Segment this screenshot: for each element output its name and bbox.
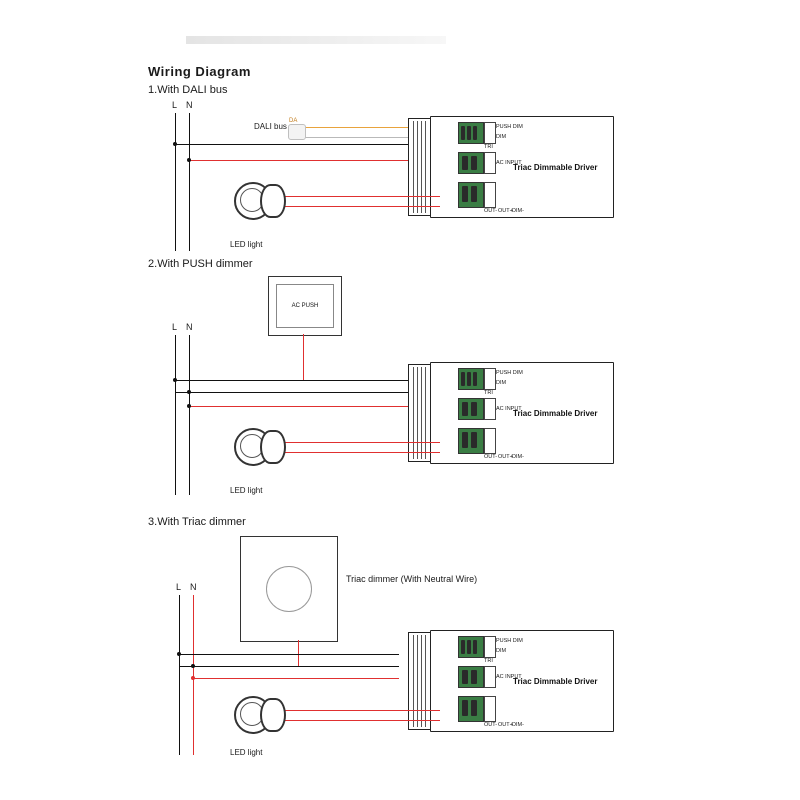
led-lamp-1-body (260, 184, 286, 218)
mains-line-L-3 (179, 595, 180, 755)
led-lamp-3-body (260, 698, 286, 732)
ac-push-switch[interactable] (268, 276, 342, 336)
driver-label-2: Triac Dimmable Driver (513, 409, 598, 418)
junction-dot-3a (177, 652, 181, 656)
section-heading-dali: 1.With DALI bus (148, 84, 228, 96)
led-wire-bot-3 (280, 720, 440, 721)
pin-label-tri-2: TRI (484, 390, 493, 396)
dali-bus-label: DALI bus (254, 122, 287, 131)
pin-label-out-pos-3: OUT+ (498, 722, 513, 728)
pinbox-mid-1 (484, 152, 496, 174)
junction-dot-2b (187, 390, 191, 394)
triac-dimmer-label: Triac dimmer (With Neutral Wire) (346, 574, 478, 584)
pin-label-pushdim-2: PUSH DIM (496, 370, 523, 376)
driver-label-3: Triac Dimmable Driver (513, 677, 598, 686)
led-wire-bot-1 (280, 206, 440, 207)
pin-label-dim-neg-2: DIM- (512, 454, 524, 460)
driver-heatsink-2 (408, 364, 432, 462)
terminal-block-bottom-1 (458, 182, 484, 208)
wire-run-3b (179, 666, 399, 667)
pin-label-dim-1: DIM (496, 134, 507, 140)
dali-wire-1 (300, 127, 420, 128)
mains-label-N-3: N (190, 582, 197, 592)
mains-line-N-2 (189, 335, 190, 495)
dali-wire-label-1: DA (289, 118, 298, 124)
mains-label-L-1: L (172, 100, 178, 110)
pin-label-out-neg-2: OUT- (484, 454, 498, 460)
wire-N-run-1 (175, 144, 420, 145)
terminal-block-bottom-3 (458, 696, 484, 722)
led-wire-top-3 (280, 710, 440, 711)
pinbox-top-3 (484, 636, 496, 658)
pin-label-tri-3: TRI (484, 658, 493, 664)
pin-label-acinput-3: AC INPUT (496, 674, 522, 680)
terminal-block-mid-2 (458, 398, 484, 420)
mains-label-N-1: N (186, 100, 193, 110)
pin-label-tri-1: TRI (484, 144, 493, 150)
triac-dimmer-switch[interactable] (240, 536, 338, 642)
pin-label-dim-neg-3: DIM- (512, 722, 524, 728)
ac-push-label: AC PUSH (291, 303, 319, 309)
led-wire-top-2 (280, 442, 440, 443)
wire-run-2b (175, 392, 420, 393)
dali-wire-2 (300, 137, 420, 138)
mains-label-N-2: N (186, 322, 193, 332)
wire-N-run-3 (179, 654, 399, 655)
junction-dot-3c (191, 676, 195, 680)
dali-wire-clamp (288, 124, 306, 140)
led-light-label-2: LED light (230, 486, 263, 495)
terminal-block-top-1 (458, 122, 484, 144)
pinbox-bottom-2 (484, 428, 496, 454)
pin-label-pushdim-3: PUSH DIM (496, 638, 523, 644)
pin-label-dim-neg-1: DIM- (512, 208, 524, 214)
pinbox-top-2 (484, 368, 496, 390)
mains-line-L-2 (175, 335, 176, 495)
mains-line-N-1 (189, 113, 190, 251)
junction-dot-2a (173, 378, 177, 382)
terminal-block-bottom-2 (458, 428, 484, 454)
pin-label-dim-3: DIM (496, 648, 507, 654)
driver-heatsink-1 (408, 118, 432, 216)
push-switch-wire (303, 334, 304, 380)
led-lamp-2-body (260, 430, 286, 464)
junction-dot-2c (187, 404, 191, 408)
driver-heatsink-3 (408, 632, 432, 730)
pin-label-out-neg-3: OUT- (484, 722, 498, 728)
junction-dot-3b (191, 664, 195, 668)
pinbox-bottom-3 (484, 696, 496, 722)
led-light-label-3: LED light (230, 748, 263, 757)
pin-label-dim-2: DIM (496, 380, 507, 386)
bottom-crop-mask (0, 757, 800, 800)
pin-label-out-pos-2: OUT+ (498, 454, 513, 460)
mains-label-L-2: L (172, 322, 178, 332)
wire-L-run-3 (193, 678, 399, 679)
led-wire-bot-2 (280, 452, 440, 453)
pin-label-pushdim-1: PUSH DIM (496, 124, 523, 130)
pinbox-mid-3 (484, 666, 496, 688)
pinbox-mid-2 (484, 398, 496, 420)
terminal-block-mid-3 (458, 666, 484, 688)
led-wire-top-1 (280, 196, 440, 197)
led-light-label-1: LED light (230, 240, 263, 249)
pin-label-out-pos-1: OUT+ (498, 208, 513, 214)
triac-dimmer-knob[interactable] (266, 566, 312, 612)
junction-dot-1a (173, 142, 177, 146)
mains-label-L-3: L (176, 582, 182, 592)
mains-line-L-1 (175, 113, 176, 251)
pin-label-acinput-2: AC INPUT (496, 406, 522, 412)
pin-label-out-neg-1: OUT- (484, 208, 498, 214)
section-heading-triac: 3.With Triac dimmer (148, 516, 246, 528)
terminal-block-top-3 (458, 636, 484, 658)
cropped-text-band (186, 36, 446, 44)
pinbox-bottom-1 (484, 182, 496, 208)
triac-switch-wire (298, 640, 299, 666)
wire-N-run-2 (175, 380, 420, 381)
mains-line-N-3 (193, 595, 194, 755)
junction-dot-1b (187, 158, 191, 162)
driver-label-1: Triac Dimmable Driver (513, 163, 598, 172)
wire-L-run-1 (189, 160, 420, 161)
pinbox-top-1 (484, 122, 496, 144)
terminal-block-top-2 (458, 368, 484, 390)
section-heading-push: 2.With PUSH dimmer (148, 258, 253, 270)
page-title: Wiring Diagram (148, 64, 251, 79)
pin-label-acinput-1: AC INPUT (496, 160, 522, 166)
terminal-block-mid-1 (458, 152, 484, 174)
wire-L-run-2 (189, 406, 420, 407)
